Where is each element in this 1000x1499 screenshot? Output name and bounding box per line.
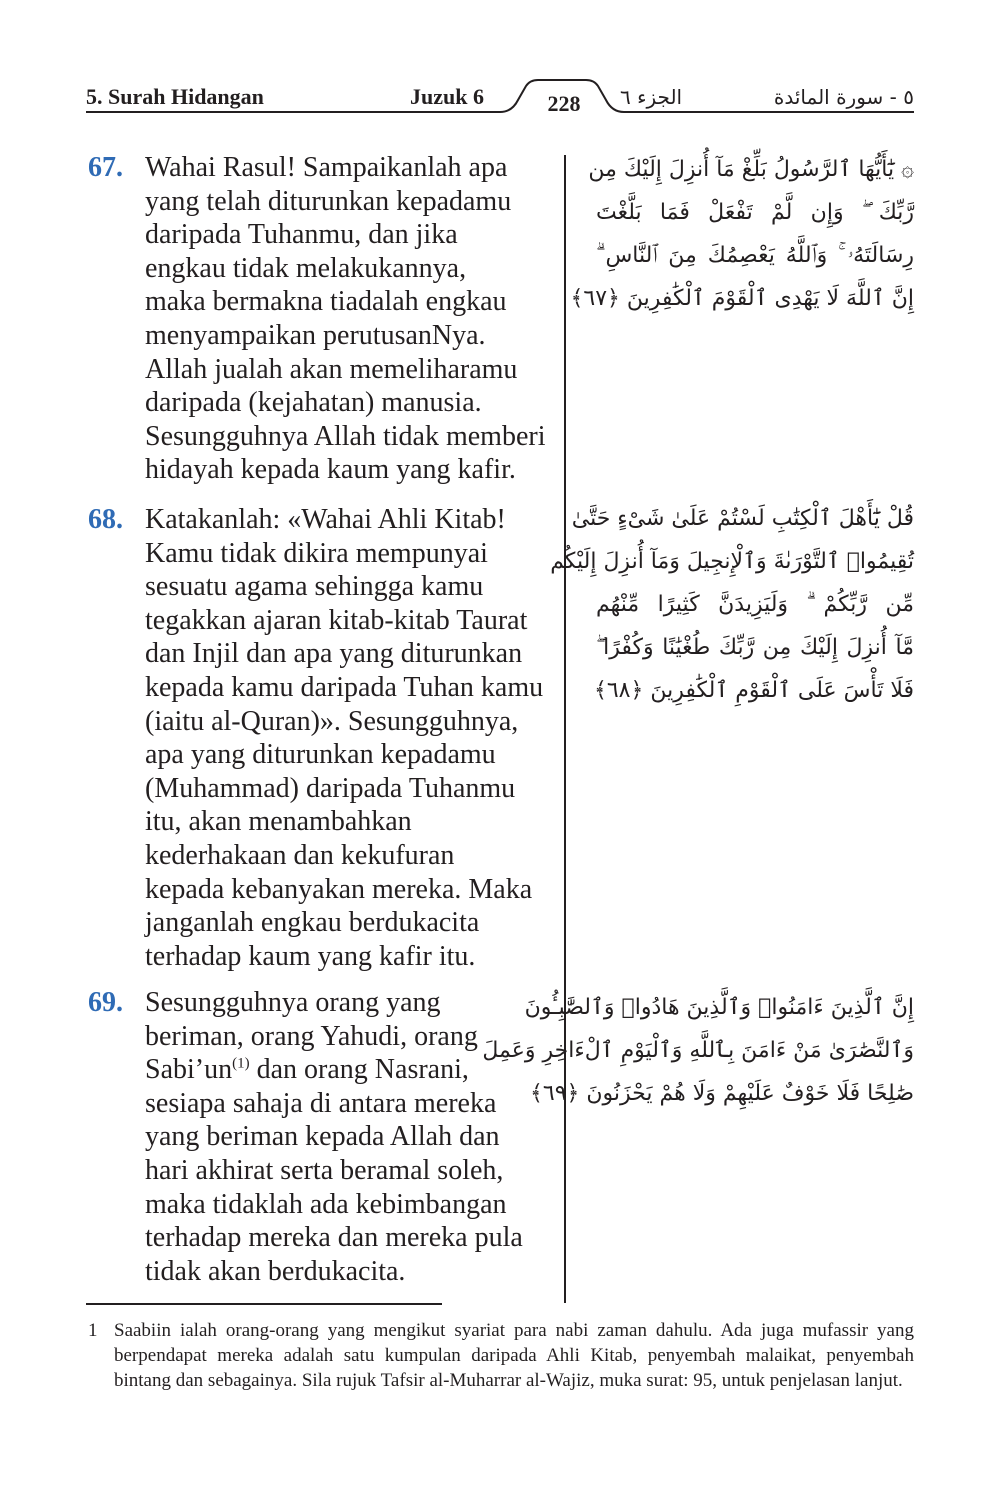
arabic-line: فَلَا تَأْسَ عَلَى ٱلْقَوْمِ ٱلْكَٰفِرِينَ ﴿٦٨﴾ xyxy=(593,678,914,703)
arabic-line: قُلْ يَٰٓأَهْلَ ٱلْكِتَٰبِ لَسْتُمْ عَلَىٰ شَىْءٍ حَتَّىٰ xyxy=(571,506,914,531)
page-number: 228 xyxy=(547,91,581,116)
arabic-verse-67 xyxy=(570,148,914,320)
verse-text: Katakanlah: «Wahai Ahli Kitab! Kamu tidak dikira mempunyai sesuatu agama sehingga kamu tegakkan ajaran kitab-kitab Taurat dan Injil dan apa yang diturunkan kepada kamu daripada Tuhan kamu (iaitu al-Quran)». Sesungguhnya, apa yang diturunkan kepadamu (Muhammad) daripada Tuhanmu itu, akan menambahkan kederhakaan dan kekufuran kepada kebanyakan mereka. Maka janganlah engkau berdukacita terhadap kaum yang kafir itu. xyxy=(145,504,544,972)
surah-title-arabic: ٥ - سورة المائدة xyxy=(773,85,914,109)
arabic-line: رِسَالَتَهُۥ ۚ وَٱللَّهُ يَعْصِمُكَ مِنَ ٱلنَّاسِ ۗ xyxy=(596,243,914,268)
footnote-ref[interactable]: (1) xyxy=(232,1055,250,1072)
verse-translation-68 xyxy=(88,503,558,973)
footnote-text: Saabiin ialah orang-orang yang mengikut syariat para nabi zaman dahulu. Ada juga mufassir yang berpendapat mereka adalah satu kumpulan daripada Ahli Kitab, penyembah malaikat, penyembah bintang dan sebagainya. Sila rujuk Tafsir al-Muharrar al-Wajiz, muka surat: 95, untuk penjelasan lanjut. xyxy=(114,1320,914,1391)
arabic-line: مَّآ أُنزِلَ إِلَيْكَ مِن رَّبِّكَ طُغْيَٰنًا وَكُفْرًا ۖ xyxy=(596,635,914,660)
verse-number: 69. xyxy=(88,987,123,1018)
footnote-rule xyxy=(86,1303,442,1305)
juzuk-label-arabic: الجزء ٦ xyxy=(620,85,683,109)
footnote xyxy=(86,1318,914,1393)
verse-text-part: dan orang Nasrani, sesiapa sahaja di antara mereka yang beriman kepada Allah dan hari akhirat serta beramal soleh, maka tidaklah ada kebimbangan terhadap mereka dan mereka pula tidak akan berdukacita. xyxy=(145,1054,523,1287)
arabic-line: تُقِيمُوا۟ ٱلتَّوْرَىٰةَ وَٱلْإِنجِيلَ وَمَآ أُنزِلَ إِلَيْكُم xyxy=(550,549,914,574)
arabic-line: ۞ يَٰٓأَيُّهَا ٱلرَّسُولُ بَلِّغْ مَآ أُنزِلَ إِلَيْكَ مِن xyxy=(588,157,914,182)
verse-number: 68. xyxy=(88,504,123,535)
arabic-line: رَّبِّكَ ۖ وَإِن لَّمْ تَفْعَلْ فَمَا بَلَّغْتَ xyxy=(596,200,914,225)
footnote-number: 1 xyxy=(88,1320,98,1341)
verse-translation-67 xyxy=(88,151,558,487)
surah-title-latin: 5. Surah Hidangan xyxy=(86,84,264,109)
arabic-verse-68 xyxy=(550,497,914,712)
arabic-line: صَٰلِحًا فَلَا خَوْفٌ عَلَيْهِمْ وَلَا هُمْ يَحْزَنُونَ ﴿٦٩﴾ xyxy=(529,1081,914,1106)
page-header xyxy=(0,0,1000,130)
column-divider xyxy=(564,155,566,1303)
arabic-line: وَٱلنَّصَٰرَىٰ مَنْ ءَامَنَ بِٱللَّهِ وَٱلْيَوْمِ ٱلْءَاخِرِ وَعَمِلَ xyxy=(482,1038,914,1063)
arabic-line: مِّن رَّبِّكُمْ ۗ وَلَيَزِيدَنَّ كَثِيرًا مِّنْهُم xyxy=(596,592,914,617)
verse-text: Wahai Rasul! Sampaikanlah apa yang telah diturunkan kepadamu daripada Tuhanmu, dan jika engkau tidak melakukannya, maka bermakna tiadalah engkau menyampaikan perutusanNya. Allah jualah akan memeliharamu daripada (kejahatan) manusia. Sesungguhnya Allah tidak memberi hidayah kepada kaum yang kafir. xyxy=(145,152,546,486)
arabic-line: إِنَّ ٱلَّذِينَ ءَامَنُوا۟ وَٱلَّذِينَ هَادُوا۟ وَٱلصَّٰبِـُٔونَ xyxy=(524,995,914,1020)
arabic-verse-69 xyxy=(482,986,914,1115)
juzuk-label-latin: Juzuk 6 xyxy=(410,84,484,109)
arabic-line: إِنَّ ٱللَّهَ لَا يَهْدِى ٱلْقَوْمَ ٱلْكَٰفِرِينَ ﴿٦٧﴾ xyxy=(570,286,914,311)
verse-number: 67. xyxy=(88,152,123,183)
verse-text-part: Sesungguhnya orang yang beriman, orang Yahudi, orang Sabi’un xyxy=(145,987,478,1086)
